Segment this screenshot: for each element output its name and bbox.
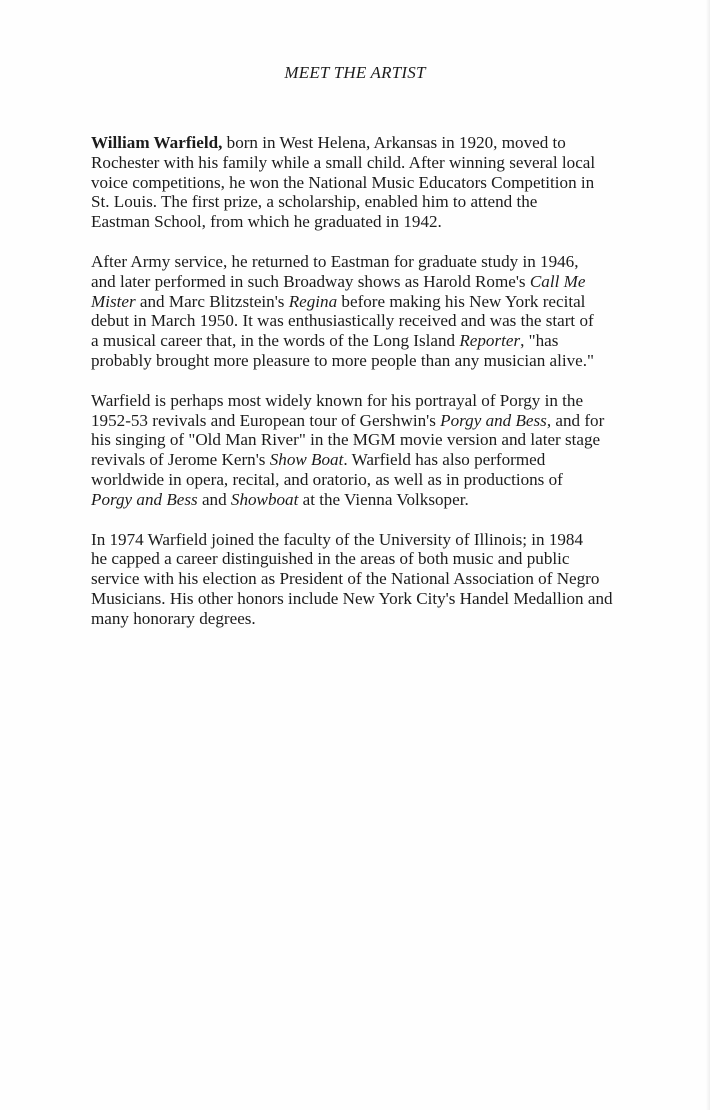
text-line (91, 490, 710, 510)
italic-title: Porgy and Bess (440, 410, 547, 430)
text-line (91, 173, 710, 193)
paragraph (91, 391, 710, 510)
italic-title: Call Me (529, 271, 586, 291)
text-segment: revivals of Jerome Kern's (91, 450, 270, 470)
text-segment: Eastman School, from which he graduated in 1942. (91, 212, 442, 232)
text-segment: Musicians. His other honors include New York City's Handel Medallion and (91, 588, 613, 608)
text-line (91, 311, 710, 331)
document-body (91, 133, 710, 649)
text-segment: and Marc Blitzstein's (135, 291, 289, 311)
text-segment: debut in March 1950. It was enthusiastically received and was the start of (91, 311, 594, 331)
text-segment: St. Louis. The first prize, a scholarship, enabled him to attend the (91, 192, 538, 212)
text-segment: Rochester with his family while a small child. After winning several local (91, 152, 596, 172)
text-segment: worldwide in opera, recital, and oratorio, as well as in productions of (91, 469, 563, 489)
text-segment: probably brought more pleasure to more people than any musician alive." (91, 350, 595, 370)
italic-title: Regina (288, 291, 338, 311)
text-segment: at the Vienna Volksoper. (298, 489, 469, 509)
italic-title: Showboat (230, 489, 299, 509)
text-line (91, 549, 710, 569)
text-line (91, 450, 710, 470)
text-segment: he capped a career distinguished in the areas of both music and public (91, 549, 570, 569)
text-line (91, 530, 710, 550)
text-segment: . Warfield has also performed (343, 450, 546, 470)
text-line (91, 252, 710, 272)
text-line (91, 292, 710, 312)
text-segment: In 1974 Warfield joined the faculty of the University of Illinois; in 1984 (91, 529, 584, 549)
text-line (91, 272, 710, 292)
paragraph (91, 133, 710, 232)
text-line (91, 331, 710, 351)
text-line (91, 589, 710, 609)
paragraph (91, 252, 710, 371)
text-line (91, 153, 710, 173)
artist-name: William Warfield, (91, 133, 223, 152)
text-segment: his singing of "Old Man River" in the MGM movie version and later stage (91, 430, 601, 450)
text-segment: voice competitions, he won the National Music Educators Competition in (91, 172, 595, 192)
text-line (91, 609, 710, 629)
text-segment: , and for (546, 410, 605, 430)
text-segment: service with his election as President of the National Association of Negro (91, 569, 600, 589)
text-segment: , "has (520, 331, 559, 351)
text-segment: many honorary degrees. (91, 608, 256, 628)
text-segment: a musical career that, in the words of the Long Island (91, 331, 460, 351)
text-segment: Warfield is perhaps most widely known for his portrayal of Porgy in the (91, 390, 584, 410)
italic-title: Porgy and Bess (91, 489, 198, 509)
text-line (91, 212, 710, 232)
text-line (91, 411, 710, 431)
text-line (91, 133, 710, 153)
page-title: MEET THE ARTIST (284, 63, 426, 82)
paragraph (91, 530, 710, 629)
text-segment: 1952-53 revivals and European tour of Gershwin's (91, 410, 441, 430)
italic-title: Reporter (459, 331, 521, 351)
text-line (91, 430, 710, 450)
text-segment: and later performed in such Broadway shows as Harold Rome's (91, 271, 530, 291)
text-line (91, 192, 710, 212)
text-segment: born in West Helena, Arkansas in 1920, moved to (222, 133, 566, 152)
text-line (91, 470, 710, 490)
text-segment: and (197, 489, 231, 509)
text-line (91, 391, 710, 411)
text-line (91, 569, 710, 589)
text-segment: After Army service, he returned to Eastman for graduate study in 1946, (91, 251, 579, 271)
text-segment: before making his New York recital (337, 291, 586, 311)
page-edge (706, 0, 710, 1110)
text-line (91, 351, 710, 371)
italic-title: Show Boat (269, 450, 344, 470)
italic-title: Mister (91, 291, 136, 311)
